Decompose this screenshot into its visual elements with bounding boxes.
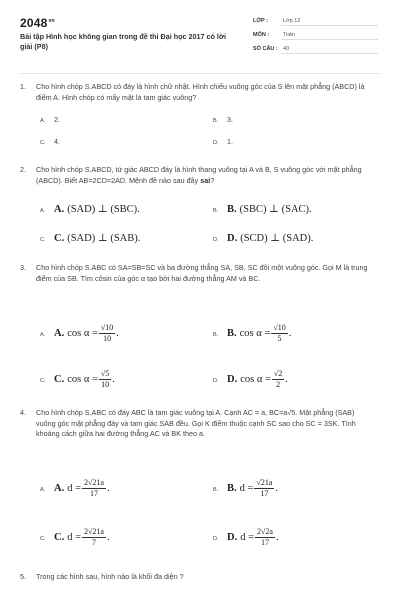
option-letter: B. <box>213 118 219 124</box>
option-label: B. <box>227 204 237 215</box>
option-letter: C. <box>40 140 46 146</box>
option-prefix: cos α = <box>67 327 98 339</box>
fraction-numerator: 2√2a <box>257 527 273 536</box>
fraction-denominator: 17 <box>260 489 269 498</box>
question-number: 3. <box>20 263 26 272</box>
brand-text: 2048 <box>20 16 48 30</box>
option-suffix: . <box>275 482 279 494</box>
option-2b[interactable] <box>213 205 312 216</box>
option-3c[interactable] <box>40 369 115 390</box>
option-suffix: . <box>106 531 110 543</box>
option-suffix: . <box>275 531 279 543</box>
fraction-numerator: 2√21a <box>84 478 104 487</box>
page-title: Bài tập Hình học không gian trong đề thi Đại học 2017 có lời giải (P8) <box>20 32 226 51</box>
option-fraction <box>82 478 106 499</box>
question-text: Cho hình chóp S.ABC có SA=SB=SC và ba đường thẳng SA, SB, SC đôi một vuông góc. Gọi M là trung điểm của SB. Tìm côsin của góc α tạo bởi hai đường thẳng AM và BC. <box>36 263 368 283</box>
option-label: C. <box>54 373 65 385</box>
option-expression: (SAD) ⊥ (SBC). <box>67 204 140 215</box>
question-number: 4. <box>20 408 26 417</box>
option-2a[interactable] <box>40 205 140 216</box>
meta-value: Toán <box>283 32 295 38</box>
question-text: Trong các hình sau, hình nào là khối đa diện ? <box>36 572 184 581</box>
option-letter: D. <box>213 237 219 243</box>
option-suffix: . <box>285 373 288 385</box>
option-4c[interactable] <box>40 527 110 548</box>
question-text <box>36 165 371 186</box>
meta-underline <box>281 53 378 54</box>
option-expression: (SAD) ⊥ (SAB). <box>67 233 141 244</box>
brand-suffix: vn <box>48 18 55 24</box>
meta-label: SỐ CÂU : <box>253 46 278 52</box>
option-expression: (SBC) ⊥ (SAC). <box>239 204 312 215</box>
option-letter: B. <box>213 331 219 338</box>
option-letter: A. <box>40 486 46 493</box>
meta-underline <box>281 25 378 26</box>
meta-subject <box>253 31 378 39</box>
question-text-emphasis: sai <box>200 175 211 185</box>
question-text: Cho hình chóp S.ABCD có đáy là hình chữ nhật. Hình chiếu vuông góc của S lên mặt phẳng (ABCD) là điểm A. Hình chóp có mấy mặt là tam giác vuông? <box>36 82 365 102</box>
question-number: 2. <box>20 165 26 174</box>
header-divider <box>20 73 380 74</box>
option-fraction <box>272 369 284 390</box>
option-letter: C. <box>40 535 46 542</box>
option-4a[interactable] <box>40 478 110 499</box>
option-prefix: d = <box>67 531 82 543</box>
option-label: C. <box>54 531 65 543</box>
option-label: D. <box>227 531 238 543</box>
meta-label: LỚP : <box>253 18 268 24</box>
option-letter: B. <box>213 208 219 214</box>
option-label: A. <box>54 327 65 339</box>
option-letter: C. <box>40 237 46 243</box>
meta-class <box>253 17 378 25</box>
option-1a[interactable] <box>40 115 60 126</box>
question-number: 1. <box>20 82 26 91</box>
fraction-denominator: 17 <box>260 538 269 547</box>
meta-count <box>253 45 378 53</box>
brand-logo[interactable] <box>20 16 55 30</box>
option-prefix: cos α = <box>239 327 271 339</box>
option-label: B. <box>227 482 237 494</box>
fraction-denominator: 2 <box>276 380 281 389</box>
option-suffix: . <box>106 482 110 494</box>
option-text: 2. <box>54 115 60 124</box>
option-prefix: d = <box>240 531 255 543</box>
fraction-numerator: √21a <box>256 478 273 487</box>
option-label: A. <box>54 204 65 215</box>
fraction-denominator: 10 <box>103 334 112 343</box>
fraction-denominator: 7 <box>91 538 96 547</box>
option-letter: C. <box>40 377 46 384</box>
option-2d[interactable] <box>213 234 313 245</box>
fraction-numerator: √2 <box>273 369 283 378</box>
option-1c[interactable] <box>40 137 60 148</box>
option-4b[interactable] <box>213 478 278 499</box>
fraction-denominator: 10 <box>101 380 110 389</box>
option-letter: A. <box>40 331 46 338</box>
option-label: C. <box>54 233 65 244</box>
option-label: D. <box>227 373 238 385</box>
option-letter: A. <box>40 208 46 214</box>
fraction-numerator: 2√21a <box>84 527 104 536</box>
option-letter: B. <box>213 486 219 493</box>
option-3a[interactable] <box>40 323 119 344</box>
meta-underline <box>281 39 378 40</box>
option-prefix: cos α = <box>240 373 271 385</box>
fraction-numerator: √10 <box>273 323 286 332</box>
question-text-part: ? <box>210 175 215 185</box>
option-fraction <box>255 527 275 548</box>
option-fraction <box>99 323 115 344</box>
option-1d[interactable] <box>213 137 233 148</box>
option-2c[interactable] <box>40 234 140 245</box>
option-prefix: d = <box>67 482 82 494</box>
option-fraction <box>271 323 287 344</box>
option-fraction <box>99 369 111 390</box>
option-prefix: d = <box>239 482 254 494</box>
option-expression: (SCD) ⊥ (SAD). <box>240 233 314 244</box>
option-3b[interactable] <box>213 323 291 344</box>
fraction-numerator: √5 <box>100 369 110 378</box>
option-text: 3. <box>227 115 233 124</box>
option-letter: D. <box>213 140 219 146</box>
option-1b[interactable] <box>213 115 233 126</box>
option-suffix: . <box>288 327 292 339</box>
option-label: D. <box>227 233 238 244</box>
meta-value: 40 <box>283 46 290 52</box>
option-text: 4. <box>54 137 60 146</box>
option-fraction <box>82 527 106 548</box>
option-3d[interactable] <box>213 369 288 390</box>
option-text: 1. <box>227 137 233 146</box>
option-4d[interactable] <box>213 527 279 548</box>
option-label: A. <box>54 482 65 494</box>
option-letter: D. <box>213 377 219 384</box>
option-letter: A. <box>40 118 46 124</box>
question-text-part: Cho hình chóp S.ABCD, tứ giác ABCD đáy là hình thang vuông tại A và B, S vuông góc với mặt phẳng (ABCD). Biết AB=2CD=2AD. Mệnh đề nào sau đây <box>36 165 362 185</box>
fraction-denominator: 5 <box>277 334 282 343</box>
option-fraction <box>254 478 274 499</box>
option-suffix: . <box>112 373 115 385</box>
option-suffix: . <box>116 327 119 339</box>
meta-value: Lớp 12 <box>283 18 301 24</box>
fraction-numerator: √10 <box>100 323 114 332</box>
option-letter: D. <box>213 535 219 542</box>
option-label: B. <box>227 327 237 339</box>
question-text: Cho hình chóp S.ABC có đáy ABC là tam giác vuông tại A. Cạnh AC = a, BC=a√5. Mặt phẳng (SAB) vuông góc mặt phẳng đáy và tam giác SAB đều. Gọi K điểm thuộc cạnh SC sao cho SC = 3SK. Tính khoảng cách giữa hai đường thẳng AC và BK theo a. <box>36 408 356 438</box>
meta-label: MÔN : <box>253 32 270 38</box>
option-prefix: cos α = <box>67 373 98 385</box>
question-number: 5. <box>20 572 26 581</box>
fraction-denominator: 17 <box>89 489 98 498</box>
